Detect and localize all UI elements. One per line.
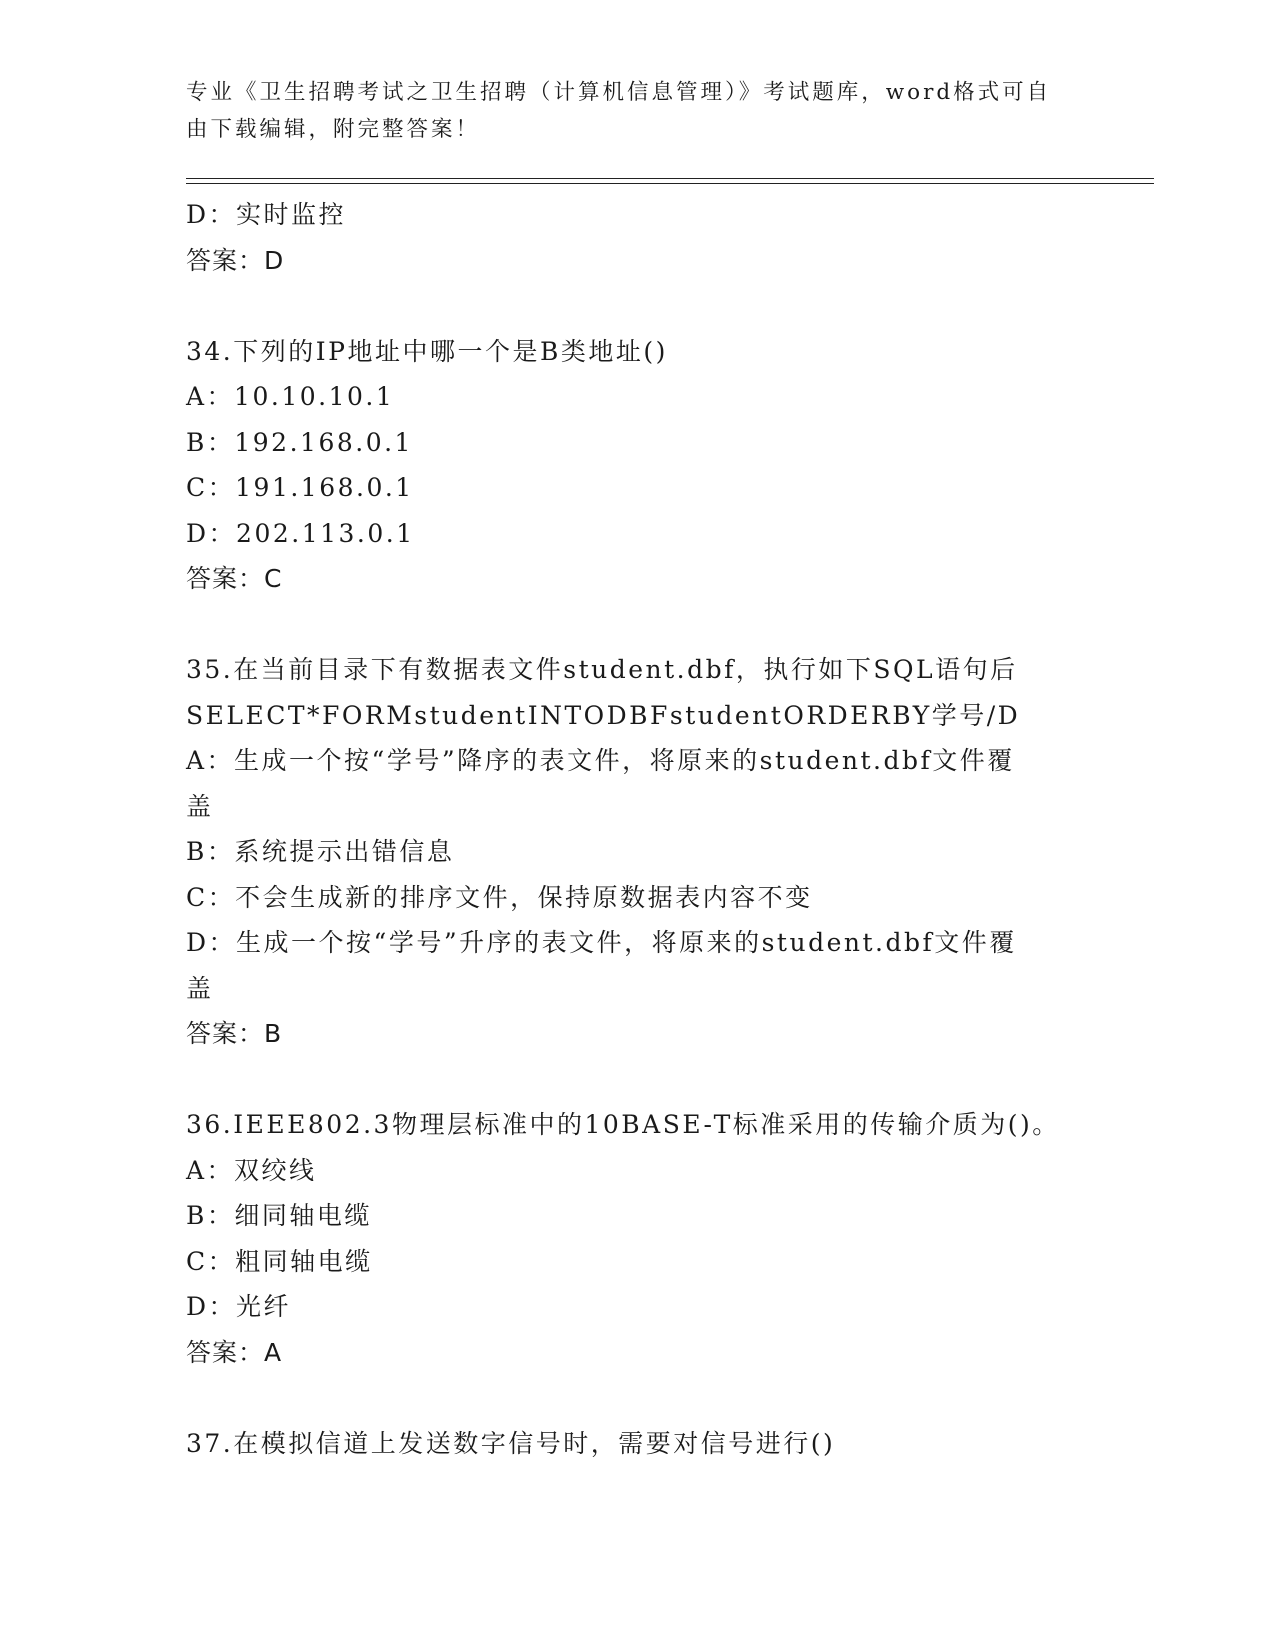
q36-option-b: B：细同轴电缆: [186, 1201, 372, 1230]
question-content: [186, 192, 1086, 1466]
q34-answer: 答案：C: [186, 564, 283, 593]
q34-option-b: B：192.168.0.1: [186, 427, 413, 457]
document-header: [186, 74, 1086, 148]
q36-question: 36.IEEE802.3物理层标准中的10BASE-T标准采用的传输介质为()。: [186, 1110, 1060, 1139]
q34-option-c: C：191.168.0.1: [186, 473, 414, 502]
q37-question: 37.在模拟信道上发送数字信号时，需要对信号进行(): [186, 1428, 836, 1458]
spacer: [186, 1375, 1086, 1421]
q35-answer: 答案：B: [186, 1019, 283, 1048]
q36-option-a: A：双绞线: [186, 1155, 317, 1185]
spacer: [186, 283, 1086, 329]
q35-option-c: C：不会生成新的排序文件，保持原数据表内容不变: [186, 882, 813, 912]
q36-option-c: C：粗同轴电缆: [186, 1246, 373, 1276]
prev-answer: 答案：D: [186, 245, 285, 275]
q36-answer: 答案：A: [186, 1337, 283, 1367]
header-rule-top: [186, 178, 1154, 179]
q35-question-line-2: SELECT*FORMstudentINTODBFstudentORDERBY学号/D: [186, 700, 1021, 730]
q35-question-line-1: 35.在当前目录下有数据表文件student.dbf，执行如下SQL语句后: [186, 655, 1018, 684]
q34-option-a: A：10.10.10.1: [186, 382, 395, 411]
header-line-1: 专业《卫生招聘考试之卫生招聘（计算机信息管理）》考试题库，word格式可自: [186, 80, 1052, 105]
q35-option-d-line-2: 盖: [186, 973, 214, 1003]
header-rule-bottom: [186, 183, 1154, 184]
q35-option-a-line-1: A：生成一个按“学号”降序的表文件，将原来的student.dbf文件覆: [186, 746, 1015, 775]
spacer: [186, 1057, 1086, 1103]
q35-option-b: B：系统提示出错信息: [186, 837, 455, 866]
q34-option-d: D：202.113.0.1: [186, 518, 415, 548]
prev-option-d: D：实时监控: [186, 200, 347, 229]
q36-option-d: D：光纤: [186, 1292, 292, 1321]
q34-question: 34.下列的IP地址中哪一个是B类地址(): [186, 336, 668, 366]
q35-option-d-line-1: D：生成一个按“学号”升序的表文件，将原来的student.dbf文件覆: [186, 928, 1017, 957]
header-line-2: 由下载编辑，附完整答案！: [186, 117, 481, 142]
spacer: [186, 602, 1086, 648]
q35-option-a-line-2: 盖: [186, 791, 214, 821]
